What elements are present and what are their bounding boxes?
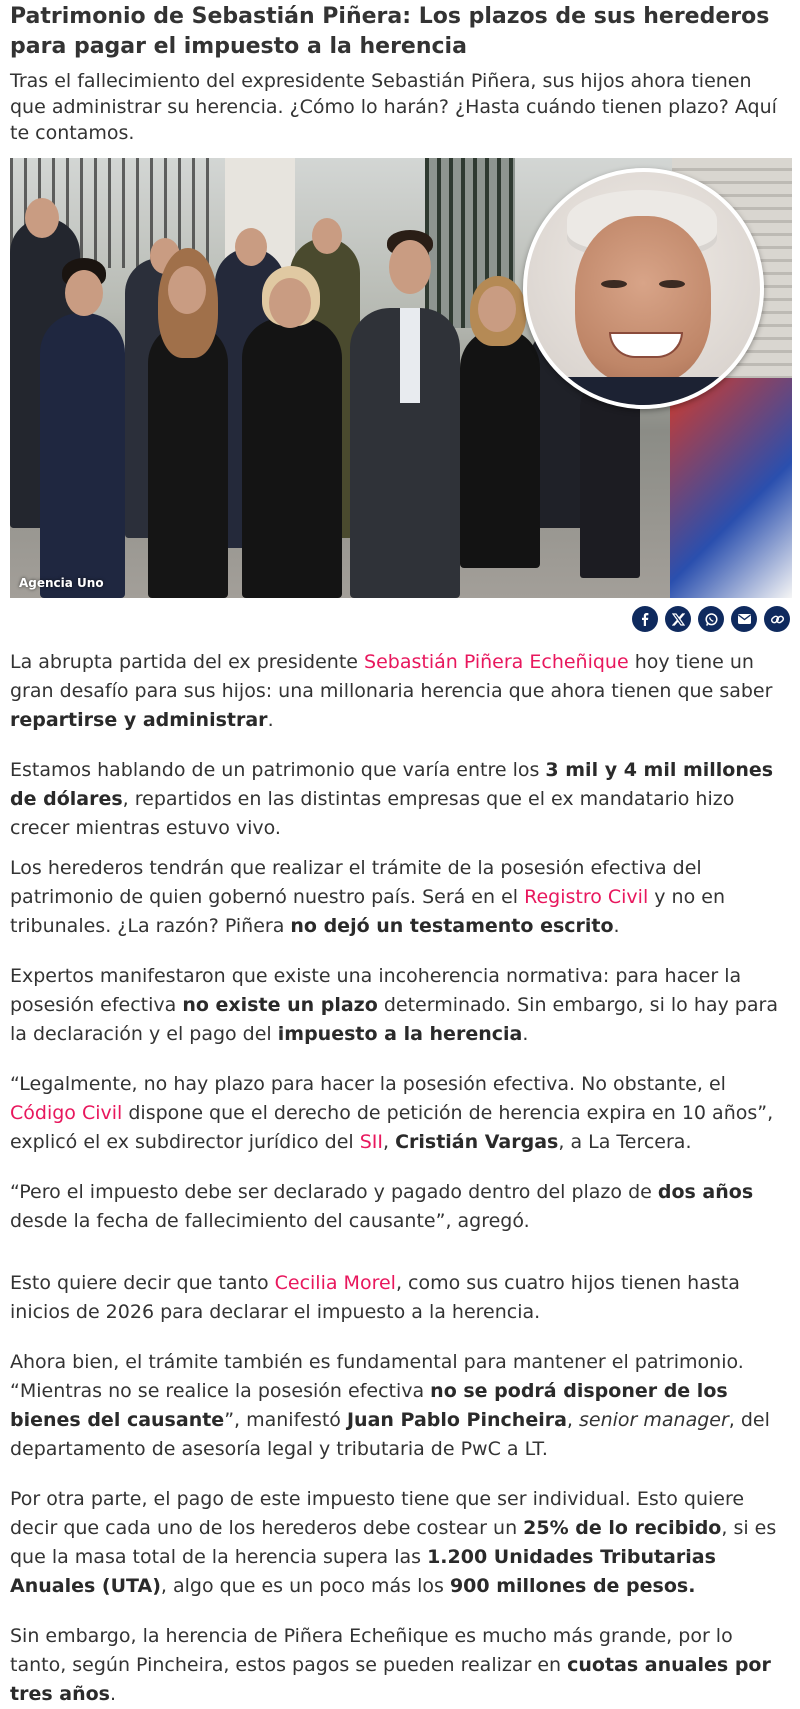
text: ”, manifestó: [224, 1409, 347, 1431]
text: .: [267, 709, 274, 731]
image-credit: Agencia Uno: [19, 576, 104, 590]
text: , como sus cuatro hijos tienen hasta inicios de 2026 para declarar el impuesto a la herencia.: [10, 1272, 740, 1323]
bold-text: no dejó un testamento escrito: [290, 915, 614, 937]
text: dispone que el derecho de petición de herencia expira en 10 años”, explicó el ex subdirector jurídico del: [10, 1102, 774, 1153]
link-sii[interactable]: SII: [359, 1131, 383, 1153]
bold-text: cuotas anuales por tres años: [10, 1654, 771, 1705]
bold-text: repartirse y administrar: [10, 709, 268, 731]
portrait-eye: [601, 280, 627, 288]
text: Los herederos tendrán que realizar el trámite de la posesión efectiva del patrimonio de quien gobernó nuestro país. Será en el: [10, 857, 702, 908]
link-codigo-civil[interactable]: Código Civil: [10, 1102, 123, 1124]
person-head: [478, 286, 516, 332]
person-head: [269, 278, 311, 328]
bold-text: 900 millones de pesos.: [449, 1575, 696, 1597]
article-body: [10, 648, 790, 1709]
text: , repartidos en las distintas empresas que el ex mandatario hizo crecer mientras estuvo vivo.: [10, 788, 735, 839]
text: “Legalmente, no hay plazo para hacer la posesión efectiva. No obstante, el: [10, 1073, 726, 1095]
bold-text: no se podrá disponer de los bienes del causante: [10, 1380, 728, 1431]
text: .: [522, 1023, 529, 1045]
portrait-face: [575, 216, 711, 384]
pinera-portrait: [523, 168, 764, 409]
email-icon[interactable]: [731, 606, 757, 632]
link-cecilia-morel[interactable]: Cecilia Morel: [274, 1272, 396, 1294]
text: Por otra parte, el pago de este impuesto tiene que ser individual. Esto quiere decir que cada uno de los herederos debe costear un: [10, 1488, 745, 1539]
italic-text: senior manager: [579, 1409, 729, 1431]
bold-text: Cristián Vargas: [395, 1131, 559, 1153]
paragraph: [10, 1178, 790, 1236]
portrait-eye: [659, 280, 685, 288]
text: Expertos manifestaron que existe una incoherencia normativa: para hacer la posesión efectiva: [10, 965, 742, 1016]
text: ,: [566, 1409, 579, 1431]
shirt: [400, 308, 420, 403]
bold-text: dos años: [657, 1181, 754, 1203]
paragraph: [10, 1622, 790, 1709]
text: Estamos hablando de un patrimonio que varía entre los: [10, 759, 546, 781]
paragraph: [10, 854, 790, 941]
text: hoy tiene un gran desafío para sus hijos: una millonaria herencia que ahora tienen que saber: [10, 651, 773, 702]
text: Ahora bien, el trámite también es fundamental para mantener el patrimonio. “Mientras no se realice la posesión efectiva: [10, 1351, 744, 1402]
text: desde la fecha de fallecimiento del causante”, agregó.: [10, 1210, 530, 1232]
text: Sin embargo, la herencia de Piñera Echeñique es mucho más grande, por lo tanto, según Pincheira, estos pagos se pueden realizar en: [10, 1625, 733, 1676]
portrait-suit: [547, 377, 737, 409]
text: , del departamento de asesoría legal y tributaria de PwC a LT.: [10, 1409, 770, 1460]
article-title: Patrimonio de Sebastián Piñera: Los plazos de sus herederos para pagar el impuesto a la herencia: [10, 4, 770, 59]
bold-text: no existe un plazo: [182, 994, 378, 1016]
share-bar: [10, 606, 790, 632]
paragraph: [10, 962, 790, 1049]
person-head: [312, 218, 342, 254]
text: La abrupta partida del ex presidente: [10, 651, 365, 673]
bold-text: 3 mil y 4 mil millones de dólares: [10, 759, 774, 810]
bold-text: 1.200 Unidades Tributarias Anuales (UTA): [10, 1546, 716, 1597]
text: .: [613, 915, 620, 937]
link-registro-civil[interactable]: Registro Civil: [524, 886, 649, 908]
text: .: [109, 1683, 117, 1705]
bold-text: impuesto a la herencia: [277, 1023, 523, 1045]
person-head: [389, 240, 431, 294]
facebook-icon[interactable]: [632, 606, 658, 632]
flag: [670, 378, 792, 598]
paragraph: [10, 756, 790, 843]
whatsapp-icon[interactable]: [698, 606, 724, 632]
text: , a La Tercera.: [558, 1131, 692, 1153]
person-head: [25, 198, 59, 238]
paragraph: [10, 1348, 790, 1464]
text: , algo que es un poco más los: [160, 1575, 450, 1597]
paragraph: [10, 1269, 790, 1327]
text: “Pero el impuesto debe ser declarado y pagado dentro del plazo de: [10, 1181, 658, 1203]
bold-text: 25% de lo recibido: [523, 1517, 722, 1539]
article-lead: Tras el fallecimiento del expresidente Sebastián Piñera, sus hijos ahora tienen que administrar su herencia. ¿Cómo lo harán? ¿Hasta cuándo tienen plazo? Aquí te contamos.: [10, 70, 777, 144]
paragraph: [10, 1070, 790, 1157]
person-figure: [40, 313, 125, 598]
person-figure: [148, 323, 228, 598]
person-head: [168, 266, 206, 314]
link-icon[interactable]: [764, 606, 790, 632]
paragraph: [10, 1485, 790, 1601]
paragraph: [10, 648, 790, 735]
person-head: [65, 270, 103, 316]
person-head: [235, 228, 267, 266]
text: y no en tribunales. ¿La razón? Piñera: [10, 886, 725, 937]
person-figure: [242, 318, 342, 598]
bold-text: Juan Pablo Pincheira: [346, 1409, 567, 1431]
link-sebastian-pinera[interactable]: Sebastián Piñera Echeñique: [364, 651, 629, 673]
x-icon[interactable]: [665, 606, 691, 632]
text: determinado. Sin embargo, si lo hay para la declaración y el pago del: [10, 994, 778, 1045]
text: , si es que la masa total de la herencia supera las: [10, 1517, 777, 1568]
hero-image: [10, 158, 792, 598]
text: Esto quiere decir que tanto: [10, 1272, 275, 1294]
text: ,: [382, 1131, 396, 1153]
person-figure: [460, 328, 540, 568]
